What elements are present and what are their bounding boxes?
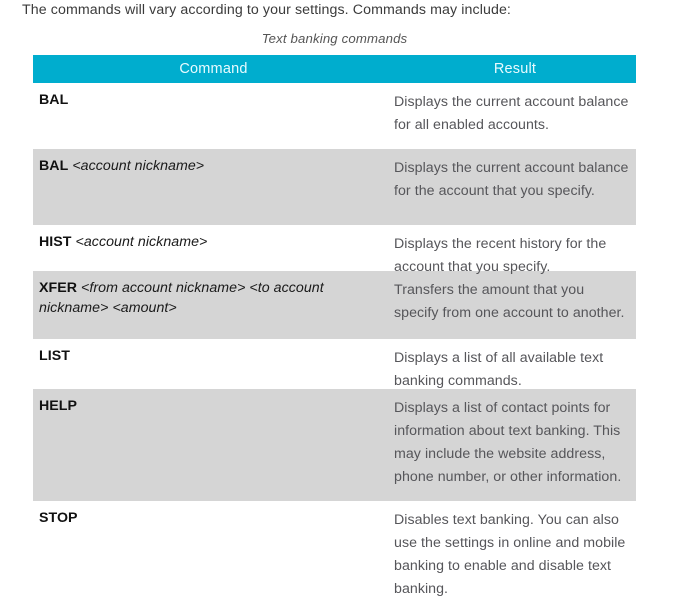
command-arg: <account nickname> [75,234,208,250]
column-header-command: Command [179,61,248,77]
cell-result: Displays a list of all available text banking commands. [394,350,604,389]
command-name: STOP [39,510,78,526]
cell-command [33,225,394,261]
table-row [33,149,636,225]
command-name: HIST [39,234,72,250]
cell-command [33,389,394,425]
table-row [33,339,636,389]
text-banking-commands-table [33,55,636,597]
command-name: BAL [39,92,69,108]
column-header-result: Result [493,61,537,77]
cell-result: Displays the recent history for the account that you specify. [394,236,607,275]
cell-result: Displays the current account balance for all enabled accounts. [394,94,629,133]
command-name: BAL [39,158,69,174]
table-row [33,225,636,275]
command-name: XFER [39,280,78,296]
cell-command [33,339,394,375]
table-row [33,271,636,339]
table-row [33,389,636,501]
intro-paragraph: The commands will vary according to your settings. Commands may include: [22,2,511,18]
table-caption: Text banking commands [261,31,408,46]
cell-command [33,501,394,537]
command-arg: <from account nickname> <to account nickname> <amount> [39,280,324,316]
cell-result: Transfers the amount that you specify from one account to another. [394,282,625,321]
cell-result: Displays the current account balance for the account that you specify. [394,160,629,199]
command-name: HELP [39,398,78,414]
cell-command [33,83,394,119]
cell-result: Displays a list of contact points for information about text banking. This may include the website address, phone number, or other information. [394,400,622,485]
table-header-row [33,55,636,83]
command-name: LIST [39,348,70,364]
table-row [33,83,636,149]
cell-command [33,271,394,326]
table-row [33,501,636,597]
cell-result: Disables text banking. You can also use the settings in online and mobile banking to enable and disable text banking. [394,512,626,597]
command-arg: <account nickname> [72,158,205,174]
cell-command [33,149,394,185]
